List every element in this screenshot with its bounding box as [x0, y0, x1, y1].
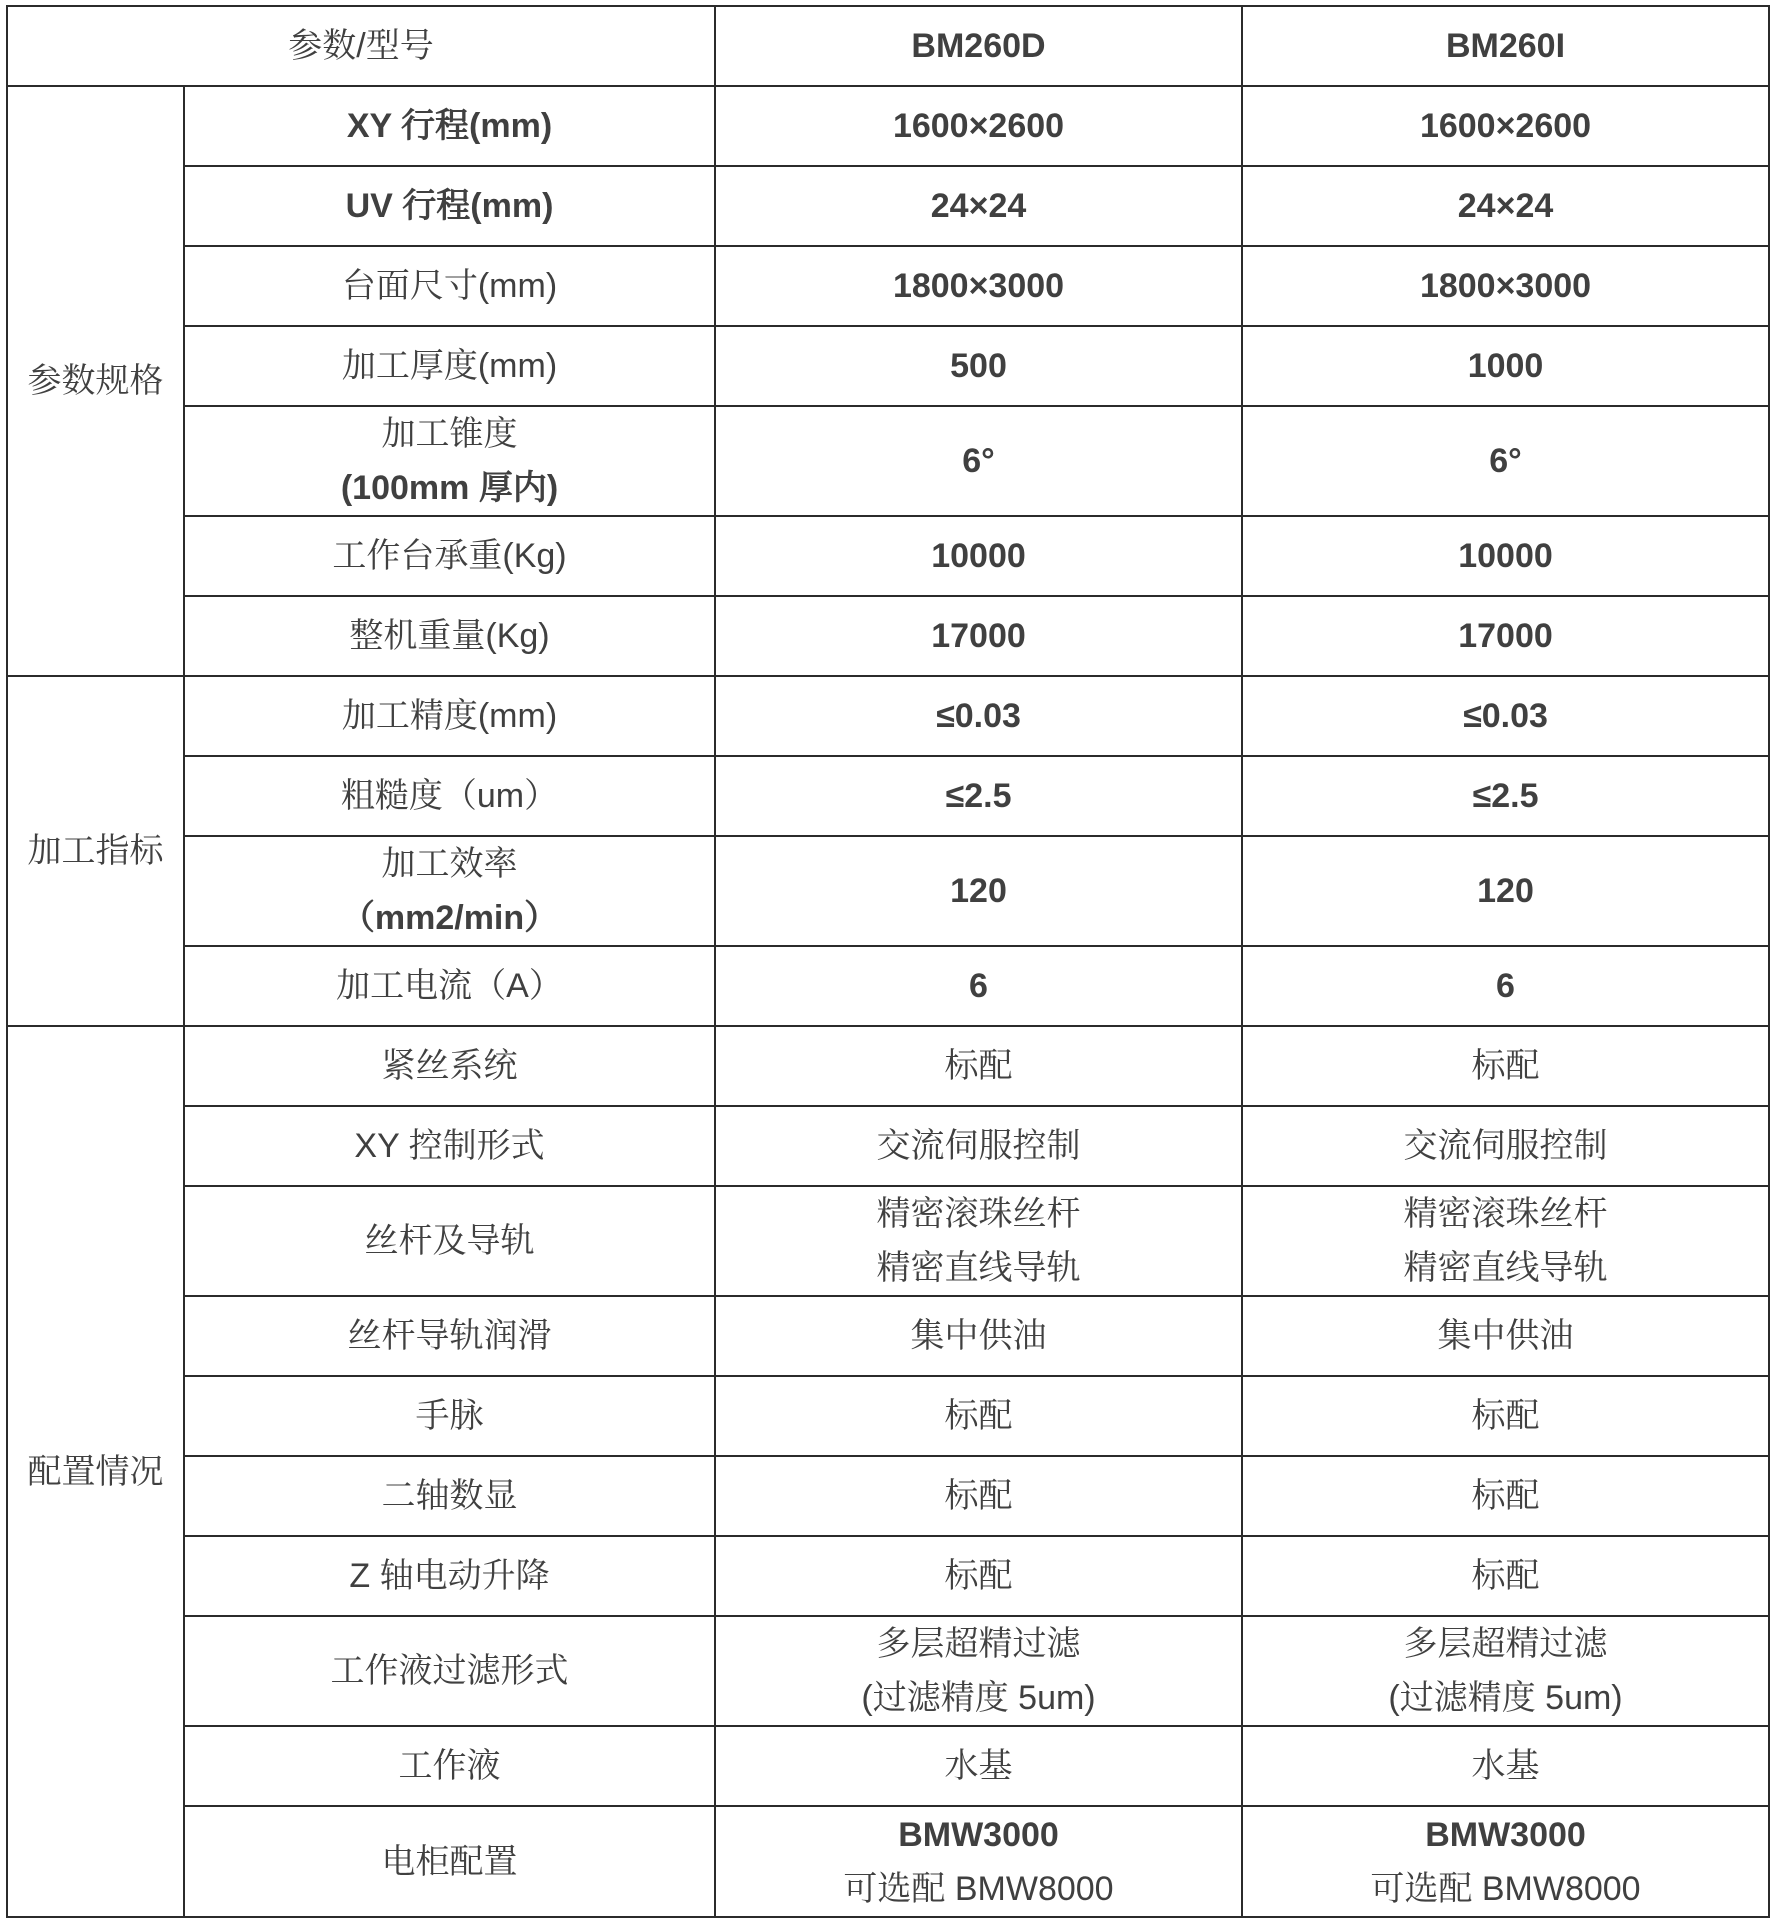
model-b-value-cell: 24×24	[1242, 166, 1769, 246]
model-b-value-cell: 1800×3000	[1242, 246, 1769, 326]
table-row	[7, 1616, 1769, 1726]
row-label-line: 加工效率	[381, 845, 518, 883]
row-label-cell: 工作液过滤形式	[184, 1616, 715, 1726]
table-row	[7, 326, 1769, 406]
model-a-value-cell: 120	[715, 836, 1242, 946]
model-b-value-cell	[1242, 1616, 1769, 1726]
table-row	[7, 406, 1769, 516]
section-title-cell: 参数规格	[7, 86, 184, 676]
table-row	[7, 166, 1769, 246]
row-label-cell: 丝杆及导轨	[184, 1186, 715, 1296]
header-row	[7, 6, 1769, 86]
table-row	[7, 1726, 1769, 1806]
table-row	[7, 1376, 1769, 1456]
table-row	[7, 946, 1769, 1026]
model-a-value-cell: 水基	[715, 1726, 1242, 1806]
value-line: 精密滚珠丝杆	[1403, 1195, 1608, 1233]
table-row	[7, 596, 1769, 676]
model-a-value-cell: ≤0.03	[715, 676, 1242, 756]
model-b-value-cell: 6°	[1242, 406, 1769, 516]
model-b-value-cell: 标配	[1242, 1026, 1769, 1106]
row-label-cell: 电柜配置	[184, 1806, 715, 1917]
model-a-value-cell: 集中供油	[715, 1296, 1242, 1376]
model-a-value-cell: 标配	[715, 1376, 1242, 1456]
table-row	[7, 516, 1769, 596]
row-label-line: 加工锥度	[381, 415, 518, 453]
table-row	[7, 836, 1769, 946]
row-label-cell: 丝杆导轨润滑	[184, 1296, 715, 1376]
row-label-cell: 加工厚度(mm)	[184, 326, 715, 406]
value-line: BMW3000	[1425, 1815, 1586, 1854]
model-a-value-cell: 10000	[715, 516, 1242, 596]
table-row	[7, 1296, 1769, 1376]
row-label-line: （mm2/min）	[340, 899, 559, 937]
model-a-value-cell	[715, 1806, 1242, 1917]
model-a-value-cell: 6°	[715, 406, 1242, 516]
row-label-cell	[184, 406, 715, 516]
row-label-line: (100mm 厚内)	[340, 469, 559, 507]
row-label-cell: 粗糙度（um）	[184, 756, 715, 836]
model-b-value-cell: 集中供油	[1242, 1296, 1769, 1376]
value-line: (过滤精度 5um)	[861, 1679, 1096, 1717]
model-b-value-cell	[1242, 1806, 1769, 1917]
header-model-b-cell: BM260I	[1242, 6, 1769, 86]
table-row	[7, 1806, 1769, 1917]
section-title-cell: 加工指标	[7, 676, 184, 1026]
row-label-cell: 手脉	[184, 1376, 715, 1456]
row-label-cell	[184, 836, 715, 946]
model-b-value-cell: 6	[1242, 946, 1769, 1026]
model-b-value-cell: 水基	[1242, 1726, 1769, 1806]
model-a-value-cell: 17000	[715, 596, 1242, 676]
model-b-value-cell: 17000	[1242, 596, 1769, 676]
model-a-value-cell: 500	[715, 326, 1242, 406]
value-line: 多层超精过滤	[1403, 1625, 1608, 1663]
model-a-value-cell: 6	[715, 946, 1242, 1026]
model-a-value-cell	[715, 1616, 1242, 1726]
row-label-cell: 加工电流（A）	[184, 946, 715, 1026]
model-b-value-cell: 标配	[1242, 1376, 1769, 1456]
table-row	[7, 246, 1769, 326]
model-a-value-cell: 24×24	[715, 166, 1242, 246]
model-a-value-cell	[715, 1186, 1242, 1296]
row-label-cell: 紧丝系统	[184, 1026, 715, 1106]
model-b-value-cell: 1000	[1242, 326, 1769, 406]
table-row	[7, 1536, 1769, 1616]
value-line: (过滤精度 5um)	[1388, 1679, 1623, 1717]
row-label-cell: 加工精度(mm)	[184, 676, 715, 756]
table-row	[7, 1026, 1769, 1106]
model-a-value-cell: 1800×3000	[715, 246, 1242, 326]
model-a-value-cell: 1600×2600	[715, 86, 1242, 166]
header-param-cell: 参数/型号	[7, 6, 715, 86]
row-label-cell: UV 行程(mm)	[184, 166, 715, 246]
value-line: 精密滚珠丝杆	[876, 1195, 1081, 1233]
model-b-value-cell: ≤0.03	[1242, 676, 1769, 756]
model-b-value-cell: 交流伺服控制	[1242, 1106, 1769, 1186]
table-row	[7, 756, 1769, 836]
value-line: BMW3000	[898, 1815, 1059, 1854]
value-line: 精密直线导轨	[1403, 1249, 1608, 1287]
value-line: 可选配 BMW8000	[843, 1869, 1114, 1908]
model-a-value-cell: 交流伺服控制	[715, 1106, 1242, 1186]
value-line: 可选配 BMW8000	[1370, 1869, 1641, 1908]
row-label-cell: 工作台承重(Kg)	[184, 516, 715, 596]
model-a-value-cell: ≤2.5	[715, 756, 1242, 836]
table-row	[7, 1106, 1769, 1186]
model-b-value-cell: 10000	[1242, 516, 1769, 596]
value-line: 精密直线导轨	[876, 1249, 1081, 1287]
model-b-value-cell: 120	[1242, 836, 1769, 946]
row-label-cell: XY 控制形式	[184, 1106, 715, 1186]
table-row	[7, 86, 1769, 166]
section-title-cell: 配置情况	[7, 1026, 184, 1917]
model-b-value-cell: 1600×2600	[1242, 86, 1769, 166]
row-label-cell: 工作液	[184, 1726, 715, 1806]
header-model-a-cell: BM260D	[715, 6, 1242, 86]
spec-table	[6, 5, 1770, 1918]
model-a-value-cell: 标配	[715, 1536, 1242, 1616]
row-label-cell: XY 行程(mm)	[184, 86, 715, 166]
row-label-cell: 台面尺寸(mm)	[184, 246, 715, 326]
model-b-value-cell: 标配	[1242, 1456, 1769, 1536]
table-row	[7, 676, 1769, 756]
model-b-value-cell	[1242, 1186, 1769, 1296]
model-a-value-cell: 标配	[715, 1456, 1242, 1536]
row-label-cell: 二轴数显	[184, 1456, 715, 1536]
value-line: 多层超精过滤	[876, 1625, 1081, 1663]
model-b-value-cell: 标配	[1242, 1536, 1769, 1616]
row-label-cell: Z 轴电动升降	[184, 1536, 715, 1616]
table-row	[7, 1456, 1769, 1536]
table-row	[7, 1186, 1769, 1296]
row-label-cell: 整机重量(Kg)	[184, 596, 715, 676]
model-a-value-cell: 标配	[715, 1026, 1242, 1106]
model-b-value-cell: ≤2.5	[1242, 756, 1769, 836]
spec-table-body	[7, 6, 1769, 1917]
